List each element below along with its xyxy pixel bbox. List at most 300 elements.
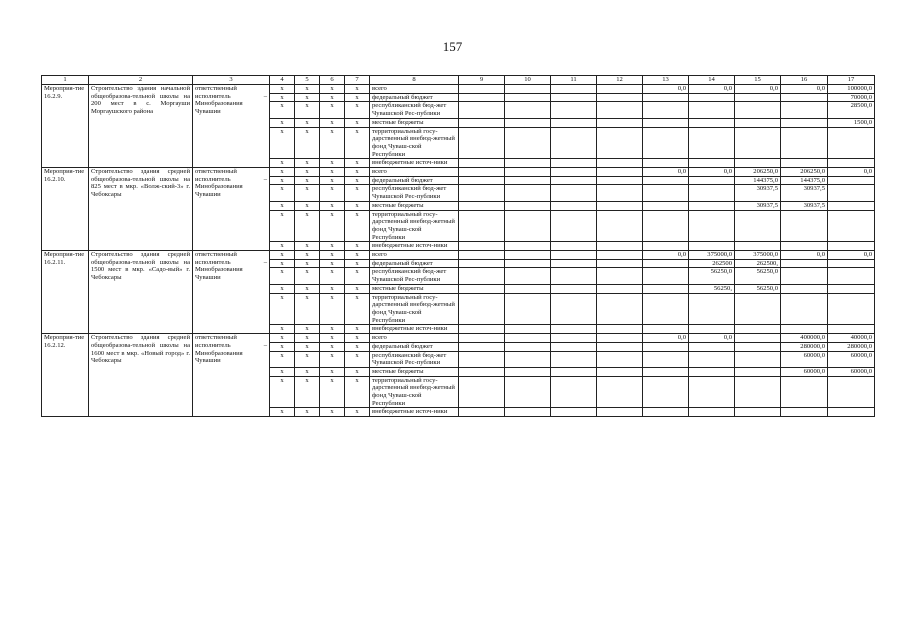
amount-cell: 60000,0 [781, 351, 828, 367]
amount-cell [828, 185, 875, 201]
amount-cell [505, 293, 551, 325]
amount-cell [459, 367, 505, 376]
amount-cell [505, 127, 551, 159]
amount-cell [781, 284, 828, 293]
amount-cell [643, 268, 689, 284]
code-cell: x [270, 376, 295, 408]
column-header-11: 11 [551, 76, 597, 85]
code-cell: x [320, 334, 345, 343]
amount-cell [459, 201, 505, 210]
measure-id: Мероприя-тие 16.2.10. [42, 168, 89, 251]
amount-cell [505, 342, 551, 351]
code-cell: x [320, 351, 345, 367]
amount-cell [597, 342, 643, 351]
amount-cell [505, 351, 551, 367]
code-cell: x [270, 268, 295, 284]
amount-cell [551, 293, 597, 325]
code-cell: x [320, 159, 345, 168]
amount-cell [781, 293, 828, 325]
amount-cell: 375000,0 [735, 251, 781, 260]
code-cell: x [320, 93, 345, 102]
code-cell: x [320, 185, 345, 201]
amount-cell [459, 293, 505, 325]
amount-cell [597, 284, 643, 293]
code-cell: x [345, 159, 370, 168]
amount-cell [505, 176, 551, 185]
measure-name: Строительство здания средней общеобразова-тельной школы на 1500 мест в мкр. «Садо-вый» г. Чебоксары [89, 251, 193, 334]
code-cell: x [295, 334, 320, 343]
amount-cell [505, 210, 551, 242]
amount-cell [643, 342, 689, 351]
amount-cell [505, 201, 551, 210]
code-cell: x [320, 201, 345, 210]
amount-cell [689, 159, 735, 168]
amount-cell [551, 342, 597, 351]
amount-cell [828, 127, 875, 159]
funding-source: местные бюджеты [370, 367, 459, 376]
code-cell: x [270, 325, 295, 334]
amount-cell [643, 351, 689, 367]
amount-cell [459, 268, 505, 284]
amount-cell [459, 351, 505, 367]
amount-cell [551, 102, 597, 118]
amount-cell [551, 210, 597, 242]
amount-cell [505, 268, 551, 284]
code-cell: x [320, 168, 345, 177]
amount-cell [735, 242, 781, 251]
amount-cell [505, 242, 551, 251]
amount-cell [828, 284, 875, 293]
amount-cell: 28500,0 [828, 102, 875, 118]
amount-cell [597, 185, 643, 201]
measure-name: Строительство здания средней общеобразова-тельной школы на 1600 мест в мкр. «Новый город» г. Чебоксары [89, 334, 193, 417]
code-cell: x [320, 259, 345, 268]
amount-cell: 60000,0 [781, 367, 828, 376]
amount-cell [828, 293, 875, 325]
amount-cell: 1500,0 [828, 118, 875, 127]
amount-cell [828, 408, 875, 417]
code-cell: x [295, 376, 320, 408]
code-cell: x [270, 93, 295, 102]
amount-cell: 0,0 [643, 85, 689, 94]
code-cell: x [345, 201, 370, 210]
amount-cell [459, 251, 505, 260]
amount-cell [505, 367, 551, 376]
code-cell: x [345, 342, 370, 351]
column-header-9: 9 [459, 76, 505, 85]
amount-cell [781, 210, 828, 242]
amount-cell: 375000,0 [689, 251, 735, 260]
code-cell: x [270, 334, 295, 343]
code-cell: x [320, 268, 345, 284]
code-cell: x [270, 85, 295, 94]
code-cell: x [320, 242, 345, 251]
amount-cell [597, 259, 643, 268]
amount-cell [551, 85, 597, 94]
amount-cell [505, 118, 551, 127]
code-cell: x [320, 85, 345, 94]
amount-cell [551, 334, 597, 343]
code-cell: x [295, 251, 320, 260]
amount-cell: 56250, [689, 284, 735, 293]
code-cell: x [270, 367, 295, 376]
amount-cell [597, 127, 643, 159]
amount-cell: 0,0 [643, 334, 689, 343]
amount-cell [597, 102, 643, 118]
amount-cell [735, 334, 781, 343]
amount-cell [689, 351, 735, 367]
amount-cell [735, 102, 781, 118]
code-cell: x [295, 325, 320, 334]
code-cell: x [295, 118, 320, 127]
executor: ответственный исполнитель – Минобразования Чувашии [193, 168, 270, 251]
amount-cell [689, 293, 735, 325]
amount-cell [597, 251, 643, 260]
amount-cell [551, 351, 597, 367]
funding-source: территориальный госу-дарственный внебюд-жетный фонд Чуваш-ской Республики [370, 210, 459, 242]
column-header-4: 4 [270, 76, 295, 85]
table-row [42, 85, 875, 94]
code-cell: x [345, 93, 370, 102]
amount-cell: 144375,0 [735, 176, 781, 185]
code-cell: x [295, 85, 320, 94]
code-cell: x [320, 210, 345, 242]
amount-cell [735, 127, 781, 159]
amount-cell [643, 102, 689, 118]
funding-source: территориальный госу-дарственный внебюд-жетный фонд Чуваш-ской Республики [370, 293, 459, 325]
amount-cell [597, 85, 643, 94]
amount-cell [828, 376, 875, 408]
amount-cell [781, 325, 828, 334]
code-cell: x [295, 201, 320, 210]
code-cell: x [345, 334, 370, 343]
code-cell: x [345, 284, 370, 293]
code-cell: x [345, 251, 370, 260]
amount-cell [459, 408, 505, 417]
code-cell: x [320, 367, 345, 376]
amount-cell [459, 334, 505, 343]
amount-cell: 262500, [735, 259, 781, 268]
amount-cell [551, 268, 597, 284]
code-cell: x [295, 242, 320, 251]
amount-cell [735, 93, 781, 102]
amount-cell [689, 367, 735, 376]
code-cell: x [295, 185, 320, 201]
code-cell: x [345, 408, 370, 417]
amount-cell [689, 408, 735, 417]
column-header-16: 16 [781, 76, 828, 85]
amount-cell: 0,0 [828, 168, 875, 177]
amount-cell [643, 118, 689, 127]
code-cell: x [345, 176, 370, 185]
code-cell: x [295, 351, 320, 367]
amount-cell [459, 325, 505, 334]
amount-cell [643, 259, 689, 268]
amount-cell [689, 376, 735, 408]
code-cell: x [320, 102, 345, 118]
amount-cell [689, 102, 735, 118]
amount-cell [828, 159, 875, 168]
amount-cell [781, 268, 828, 284]
amount-cell [735, 325, 781, 334]
funding-source: федеральный бюджет [370, 93, 459, 102]
amount-cell [551, 127, 597, 159]
measure-name: Строительство здания начальной общеобразова-тельной школы на 200 мест в с. Моргауши Моргаушского района [89, 85, 193, 168]
code-cell: x [345, 242, 370, 251]
amount-cell [597, 376, 643, 408]
code-cell: x [270, 127, 295, 159]
measure-name: Строительство здания средней общеобразова-тельной школы на 825 мест в мкр. «Волж-ский-3» г. Чебоксары [89, 168, 193, 251]
code-cell: x [295, 210, 320, 242]
amount-cell [597, 408, 643, 417]
funding-source: республиканский бюд-жет Чувашской Рес-публики [370, 268, 459, 284]
code-cell: x [295, 176, 320, 185]
table-row [42, 334, 875, 343]
funding-source: внебюджетные источ-ники [370, 159, 459, 168]
code-cell: x [270, 351, 295, 367]
amount-cell: 30937,5 [781, 185, 828, 201]
funding-source: республиканский бюд-жет Чувашской Рес-публики [370, 351, 459, 367]
amount-cell [459, 376, 505, 408]
code-cell: x [295, 284, 320, 293]
amount-cell [828, 325, 875, 334]
amount-cell [643, 408, 689, 417]
column-header-7: 7 [345, 76, 370, 85]
funding-source: республиканский бюд-жет Чувашской Рес-публики [370, 102, 459, 118]
amount-cell [781, 118, 828, 127]
code-cell: x [345, 118, 370, 127]
column-header-13: 13 [643, 76, 689, 85]
code-cell: x [295, 93, 320, 102]
code-cell: x [270, 251, 295, 260]
funding-source: территориальный госу-дарственный внебюд-жетный фонд Чуваш-ской Республики [370, 376, 459, 408]
amount-cell: 60000,0 [828, 367, 875, 376]
funding-source: федеральный бюджет [370, 259, 459, 268]
code-cell: x [295, 367, 320, 376]
code-cell: x [270, 293, 295, 325]
funding-source: местные бюджеты [370, 118, 459, 127]
amount-cell [689, 201, 735, 210]
amount-cell [781, 376, 828, 408]
amount-cell [643, 293, 689, 325]
code-cell: x [295, 268, 320, 284]
code-cell: x [320, 376, 345, 408]
amount-cell [643, 93, 689, 102]
code-cell: x [345, 325, 370, 334]
amount-cell [735, 342, 781, 351]
code-cell: x [270, 118, 295, 127]
code-cell: x [320, 251, 345, 260]
amount-cell [505, 376, 551, 408]
column-header-14: 14 [689, 76, 735, 85]
amount-cell [643, 210, 689, 242]
funding-source: местные бюджеты [370, 201, 459, 210]
column-header-6: 6 [320, 76, 345, 85]
amount-cell [505, 102, 551, 118]
amount-cell [597, 159, 643, 168]
amount-cell: 0,0 [689, 85, 735, 94]
code-cell: x [345, 168, 370, 177]
amount-cell [597, 351, 643, 367]
amount-cell [643, 325, 689, 334]
funding-source: всего [370, 168, 459, 177]
funding-source: местные бюджеты [370, 284, 459, 293]
code-cell: x [345, 268, 370, 284]
funding-source: внебюджетные источ-ники [370, 325, 459, 334]
amount-cell [643, 284, 689, 293]
amount-cell [459, 185, 505, 201]
amount-cell [597, 268, 643, 284]
column-header-2: 2 [89, 76, 193, 85]
budget-table [41, 75, 875, 417]
funding-source: всего [370, 85, 459, 94]
amount-cell [781, 242, 828, 251]
code-cell: x [345, 185, 370, 201]
amount-cell [597, 201, 643, 210]
funding-source: федеральный бюджет [370, 176, 459, 185]
funding-source: всего [370, 334, 459, 343]
amount-cell [828, 259, 875, 268]
amount-cell [689, 185, 735, 201]
amount-cell [505, 168, 551, 177]
column-header-5: 5 [295, 76, 320, 85]
amount-cell [505, 408, 551, 417]
code-cell: x [270, 176, 295, 185]
code-cell: x [270, 185, 295, 201]
code-cell: x [295, 127, 320, 159]
funding-source: всего [370, 251, 459, 260]
amount-cell [735, 118, 781, 127]
code-cell: x [320, 284, 345, 293]
amount-cell [459, 118, 505, 127]
amount-cell: 280000,0 [828, 342, 875, 351]
amount-cell [551, 93, 597, 102]
amount-cell [551, 242, 597, 251]
code-cell: x [345, 85, 370, 94]
page-number: 157 [442, 39, 463, 54]
amount-cell [735, 376, 781, 408]
amount-cell [781, 127, 828, 159]
code-cell: x [345, 259, 370, 268]
amount-cell [735, 210, 781, 242]
amount-cell: 0,0 [828, 251, 875, 260]
code-cell: x [320, 176, 345, 185]
code-cell: x [295, 168, 320, 177]
amount-cell [643, 127, 689, 159]
amount-cell [459, 342, 505, 351]
amount-cell [643, 176, 689, 185]
amount-cell [828, 268, 875, 284]
code-cell: x [295, 159, 320, 168]
amount-cell [551, 176, 597, 185]
amount-cell [781, 93, 828, 102]
amount-cell [689, 210, 735, 242]
amount-cell [597, 176, 643, 185]
amount-cell [459, 102, 505, 118]
amount-cell: 0,0 [643, 168, 689, 177]
code-cell: x [345, 127, 370, 159]
amount-cell: 30937,5 [781, 201, 828, 210]
amount-cell [643, 376, 689, 408]
amount-cell [689, 93, 735, 102]
amount-cell: 0,0 [781, 251, 828, 260]
amount-cell: 0,0 [689, 168, 735, 177]
amount-cell: 206250,0 [781, 168, 828, 177]
table-row [42, 168, 875, 177]
amount-cell [459, 242, 505, 251]
amount-cell [689, 242, 735, 251]
executor: ответственный исполнитель – Минобразования Чувашии [193, 334, 270, 417]
column-header-1: 1 [42, 76, 89, 85]
header-row [42, 76, 875, 85]
amount-cell: 206250,0 [735, 168, 781, 177]
code-cell: x [270, 259, 295, 268]
funding-source: внебюджетные источ-ники [370, 242, 459, 251]
code-cell: x [270, 168, 295, 177]
amount-cell [781, 102, 828, 118]
amount-cell [689, 127, 735, 159]
amount-cell: 262500 [689, 259, 735, 268]
amount-cell: 144375,0 [781, 176, 828, 185]
amount-cell [643, 367, 689, 376]
amount-cell [597, 242, 643, 251]
amount-cell: 0,0 [643, 251, 689, 260]
code-cell: x [270, 408, 295, 417]
amount-cell [597, 210, 643, 242]
amount-cell [551, 284, 597, 293]
code-cell: x [270, 102, 295, 118]
funding-source: федеральный бюджет [370, 342, 459, 351]
amount-cell [459, 85, 505, 94]
code-cell: x [270, 159, 295, 168]
amount-cell [551, 376, 597, 408]
amount-cell: 0,0 [735, 85, 781, 94]
amount-cell [828, 210, 875, 242]
column-header-17: 17 [828, 76, 875, 85]
column-header-10: 10 [505, 76, 551, 85]
code-cell: x [295, 259, 320, 268]
amount-cell [735, 351, 781, 367]
code-cell: x [320, 408, 345, 417]
amount-cell [597, 168, 643, 177]
amount-cell [597, 367, 643, 376]
amount-cell [643, 185, 689, 201]
amount-cell [689, 325, 735, 334]
amount-cell: 280000,0 [781, 342, 828, 351]
code-cell: x [320, 118, 345, 127]
code-cell: x [345, 102, 370, 118]
funding-source: территориальный госу-дарственный внебюд-жетный фонд Чуваш-ской Республики [370, 127, 459, 159]
amount-cell [597, 334, 643, 343]
amount-cell [781, 408, 828, 417]
amount-cell [459, 168, 505, 177]
amount-cell [643, 159, 689, 168]
amount-cell [505, 284, 551, 293]
amount-cell [459, 210, 505, 242]
amount-cell [459, 159, 505, 168]
code-cell: x [320, 127, 345, 159]
code-cell: x [345, 293, 370, 325]
code-cell: x [270, 201, 295, 210]
measure-id: Мероприя-тие 16.2.11. [42, 251, 89, 334]
amount-cell [459, 93, 505, 102]
code-cell: x [345, 351, 370, 367]
code-cell: x [295, 293, 320, 325]
amount-cell [551, 201, 597, 210]
amount-cell [551, 118, 597, 127]
amount-cell [459, 127, 505, 159]
amount-cell: 30937,5 [735, 201, 781, 210]
